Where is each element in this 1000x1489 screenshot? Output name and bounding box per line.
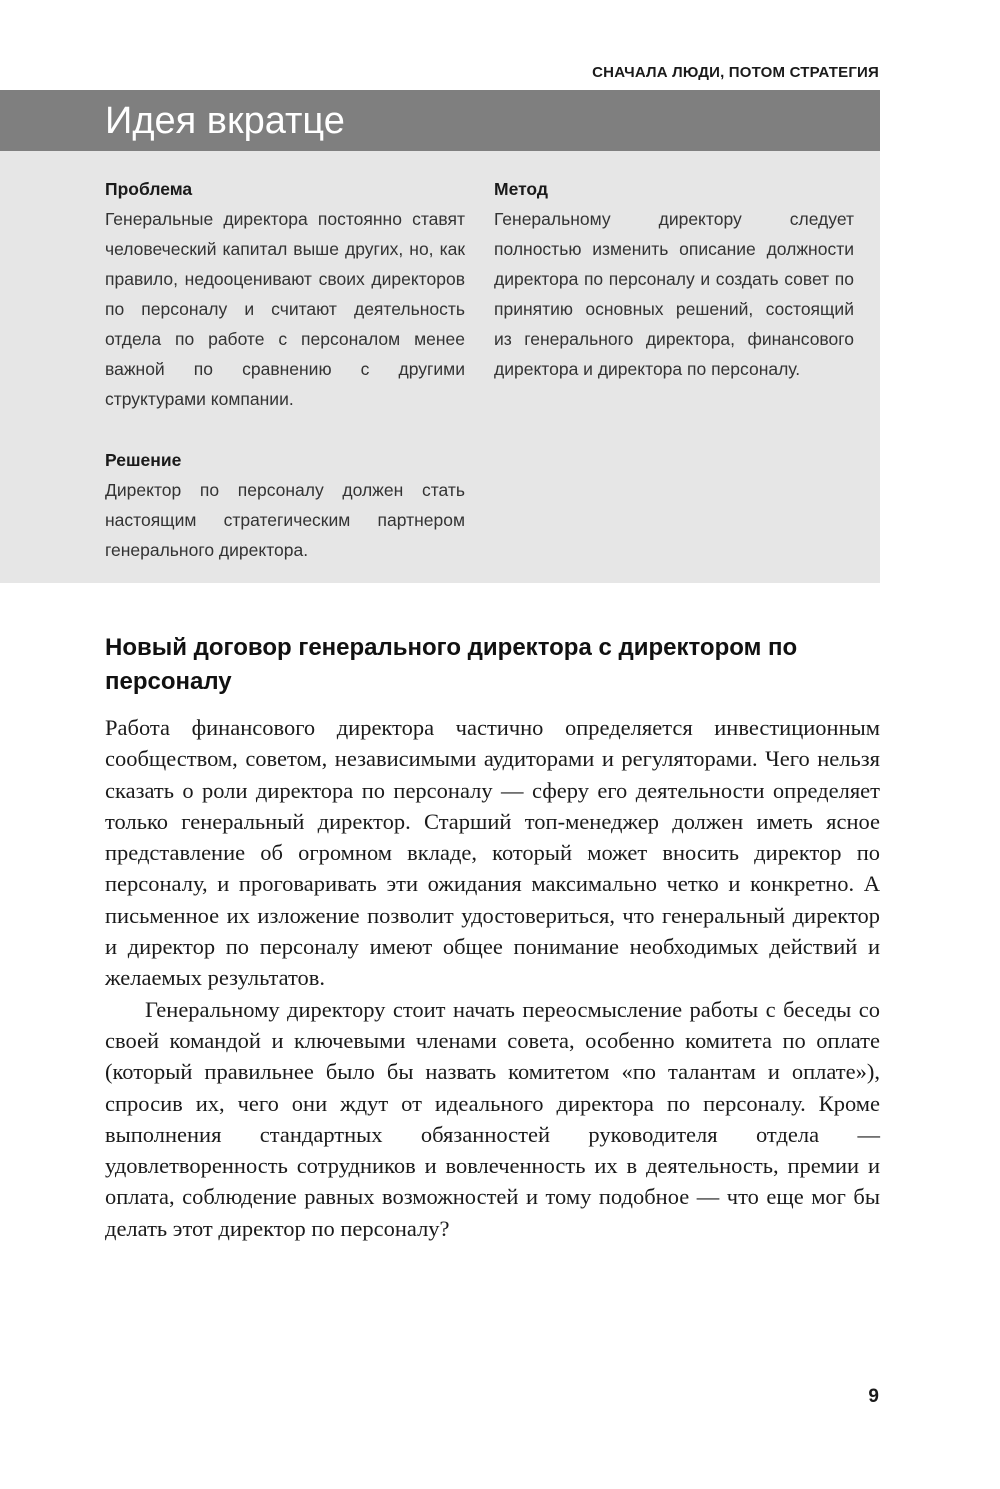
sidebar-method <box>494 174 854 384</box>
sidebar-solution <box>105 445 465 565</box>
method-text: Генеральному директору следует полностью изменить описание должности директора по персоналу и создать совет по принятию основных решений, состоящий из генерального директора, финансового директора и директора по персоналу. <box>494 209 854 379</box>
running-head: СНАЧАЛА ЛЮДИ, ПОТОМ СТРАТЕГИЯ <box>592 64 879 81</box>
paragraph-1: Работа финансового директора частично определяется инвестиционным сообществом, советом, независимыми аудиторами и регуляторами. Чего нельзя сказать о роли директора по персоналу — сферу его деятельности определяет только генеральный директор. Старший топ-менеджер должен иметь ясное представление об огромном вкладе, который может вносить директор по персоналу, и проговаривать эти ожидания максимально четко и конкретно. А письменное их изложение позволит удостовериться, что генеральный директор и директор по персоналу имеют общее понимание необходимых действий и желаемых результатов. <box>105 715 880 991</box>
sidebar-problem <box>105 174 465 414</box>
body-text <box>105 712 880 1244</box>
page-number: 9 <box>868 1386 879 1407</box>
sidebar-title: Идея вкратце <box>105 100 345 142</box>
section-heading: Новый договор генерального директора с директором по персоналу <box>105 634 798 695</box>
solution-heading: Решение <box>105 450 182 470</box>
method-heading: Метод <box>494 179 548 199</box>
problem-text: Генеральные директора постоянно ставят человеческий капитал выше других, но, как правило, недооценивают своих директоров по персоналу и считают деятельность отдела по работе с персоналом менее важной по сравнению с другими структурами компании. <box>105 209 465 409</box>
paragraph-2: Генеральному директору стоит начать переосмысление работы с беседы со своей командой и ключевыми членами совета, особенно комитета по оплате (который правильнее было бы назвать комитетом «по талантам и оплате»), спросив их, чего они ждут от идеального директора по персоналу. Кроме выполнения стандартных обязанностей руководителя отдела — удовлетворенность сотрудников и вовлеченность их в деятельность, премии и оплата, соблюдение равных возможностей и тому подобное — что еще мог бы делать этот директор по персоналу? <box>105 996 880 1241</box>
solution-text: Директор по персоналу должен стать настоящим стратегическим партнером генерального директора. <box>105 480 465 560</box>
problem-heading: Проблема <box>105 179 193 199</box>
